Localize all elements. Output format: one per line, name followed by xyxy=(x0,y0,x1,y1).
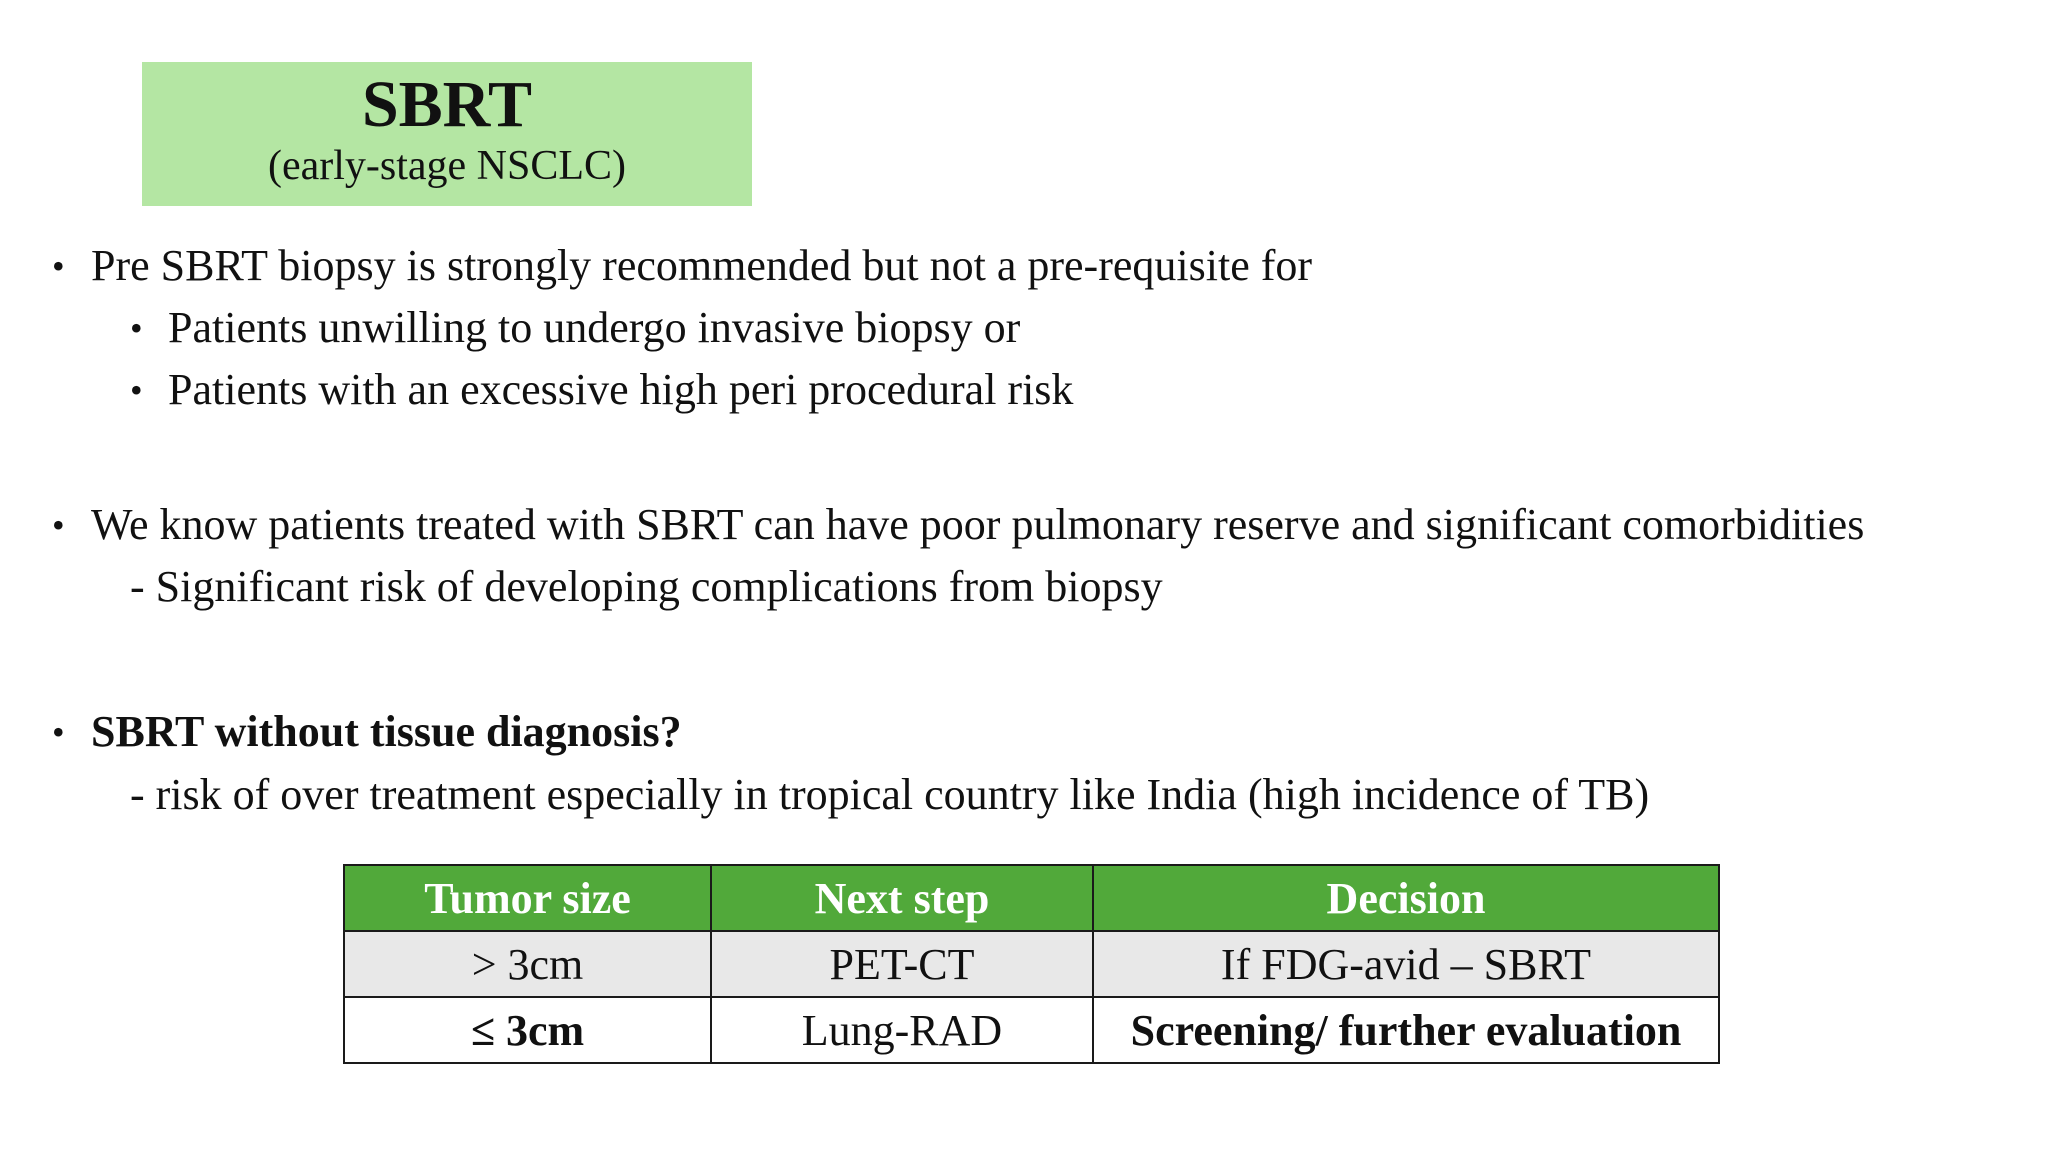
bullet-text: Pre SBRT biopsy is strongly recommended but not a pre-requisite for xyxy=(91,241,1313,290)
slide-subtitle: (early-stage NSCLC) xyxy=(267,143,627,189)
table-cell: If FDG-avid – SBRT xyxy=(1093,931,1719,997)
table-row xyxy=(344,997,1719,1063)
table-header-row xyxy=(344,865,1719,931)
table-cell: Screening/ further evaluation xyxy=(1093,997,1719,1063)
sub-bullet-text: Patients unwilling to undergo invasive biopsy or xyxy=(168,303,1021,352)
title-box xyxy=(142,62,752,206)
slide-title: SBRT xyxy=(361,68,533,141)
bullet-note: - risk of over treatment especially in tropical country like India (high incidence of TB) xyxy=(130,770,1650,819)
table-header-cell: Next step xyxy=(711,865,1093,931)
sub-bullet-icon: • xyxy=(130,370,143,410)
decision-table xyxy=(343,864,1720,1064)
bullet-icon: • xyxy=(52,712,65,752)
bullet-icon: • xyxy=(52,505,65,545)
sub-bullet-icon: • xyxy=(130,308,143,348)
bullet-icon: • xyxy=(52,246,65,286)
bullet-note: - Significant risk of developing complications from biopsy xyxy=(130,562,1163,611)
table-row xyxy=(344,931,1719,997)
bullet-text: We know patients treated with SBRT can have poor pulmonary reserve and significant comorbidities xyxy=(91,500,1865,549)
sub-bullet-text: Patients with an excessive high peri procedural risk xyxy=(168,365,1074,414)
table-cell: PET-CT xyxy=(711,931,1093,997)
table-cell: ≤ 3cm xyxy=(344,997,711,1063)
table-header-cell: Tumor size xyxy=(344,865,711,931)
bullet-text: SBRT without tissue diagnosis? xyxy=(91,707,682,756)
table-cell: > 3cm xyxy=(344,931,711,997)
table-cell: Lung-RAD xyxy=(711,997,1093,1063)
table-header-cell: Decision xyxy=(1093,865,1719,931)
